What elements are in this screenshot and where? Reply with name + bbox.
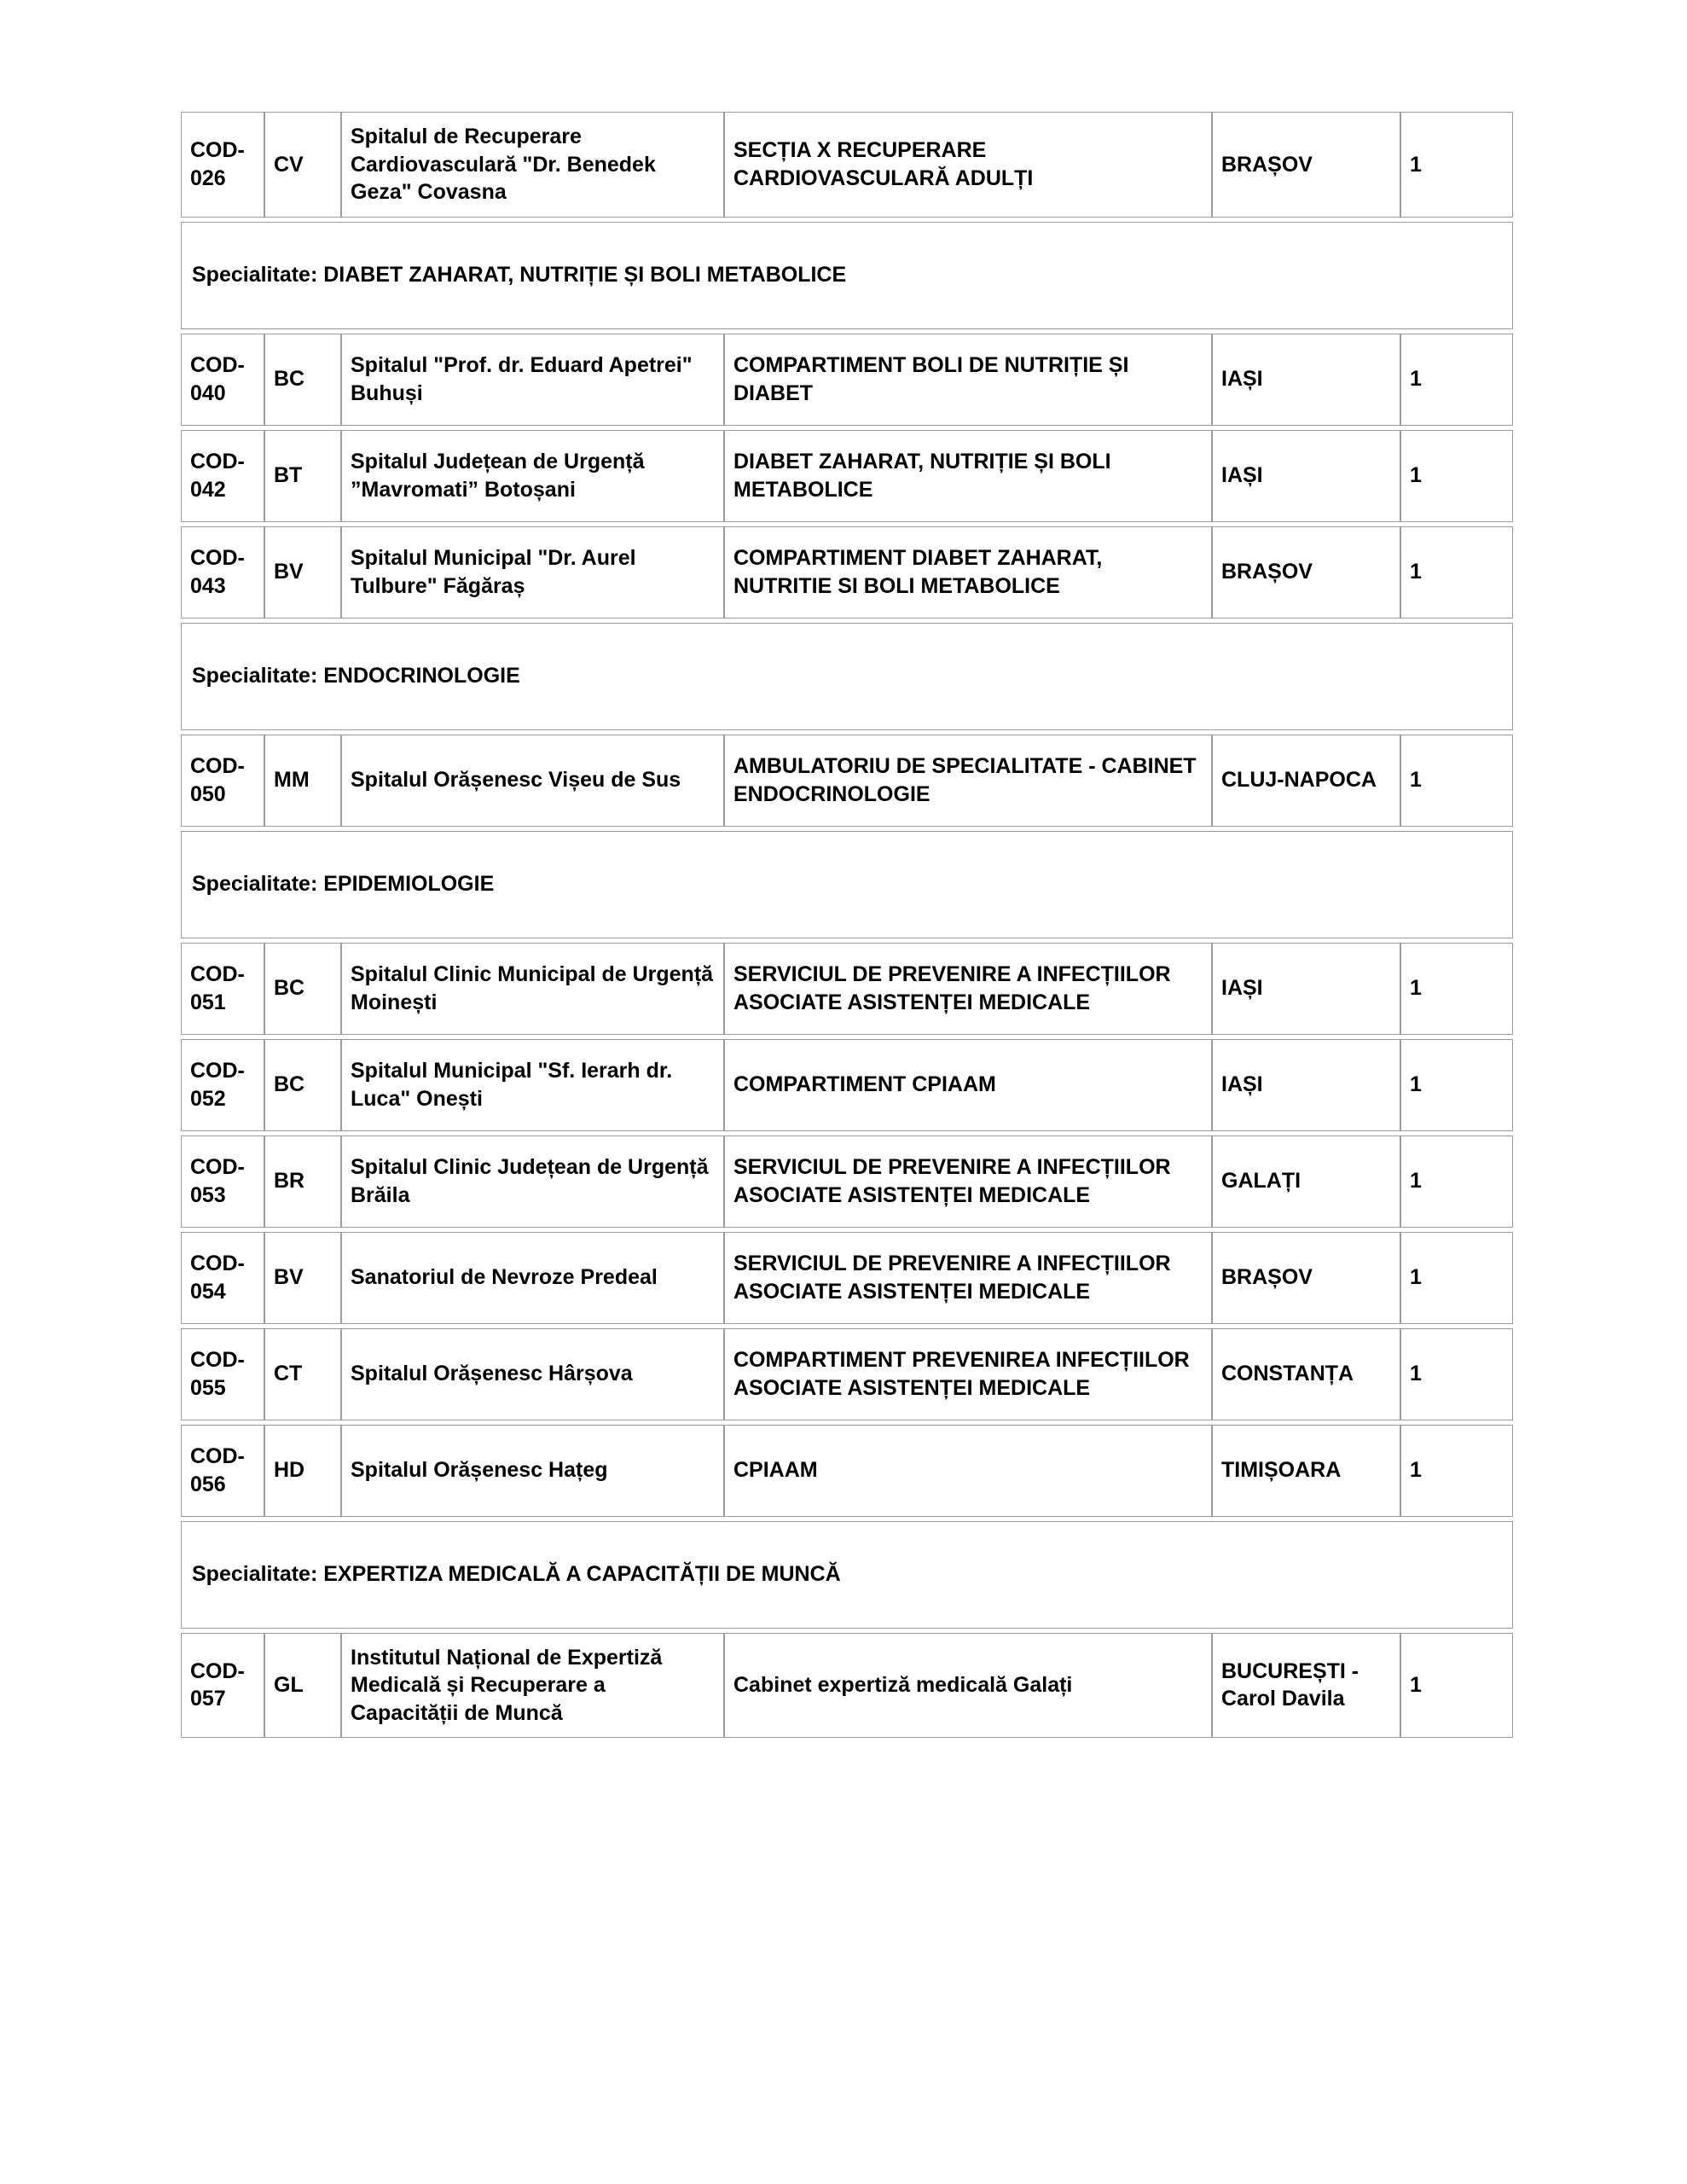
department-cell: Cabinet expertiză medicală Galați — [724, 1633, 1212, 1739]
county-cell: GL — [264, 1633, 341, 1739]
table-row — [181, 735, 1513, 827]
department-cell: SERVICIUL DE PREVENIRE A INFECȚIILOR ASOCIATE ASISTENȚEI MEDICALE — [724, 943, 1212, 1035]
code-cell: COD-052 — [181, 1039, 264, 1131]
county-cell: MM — [264, 735, 341, 827]
code-cell: COD-040 — [181, 334, 264, 426]
specialty-row — [181, 1521, 1513, 1629]
department-cell: COMPARTIMENT PREVENIREA INFECȚIILOR ASOCIATE ASISTENȚEI MEDICALE — [724, 1328, 1212, 1420]
code-cell: COD-043 — [181, 526, 264, 619]
city-cell: IAȘI — [1212, 334, 1400, 426]
hospital-cell: Institutul Național de Expertiză Medicală și Recuperare a Capacității de Muncă — [341, 1633, 724, 1739]
code-cell: COD-057 — [181, 1633, 264, 1739]
department-cell: CPIAAM — [724, 1425, 1212, 1517]
table-row — [181, 1633, 1513, 1739]
city-cell: BRAȘOV — [1212, 526, 1400, 619]
department-cell: SERVICIUL DE PREVENIRE A INFECȚIILOR ASOCIATE ASISTENȚEI MEDICALE — [724, 1232, 1212, 1324]
table-row — [181, 1232, 1513, 1324]
table-row — [181, 334, 1513, 426]
county-cell: BC — [264, 334, 341, 426]
table-row — [181, 943, 1513, 1035]
hospital-cell: Spitalul Orășenesc Vișeu de Sus — [341, 735, 724, 827]
positions-cell: 1 — [1400, 112, 1513, 218]
hospital-cell: Spitalul Orășenesc Hațeg — [341, 1425, 724, 1517]
hospital-cell: Spitalul Județean de Urgență ”Mavromati” Botoșani — [341, 430, 724, 522]
department-cell: COMPARTIMENT BOLI DE NUTRIȚIE ȘI DIABET — [724, 334, 1212, 426]
table-row — [181, 112, 1513, 218]
county-cell: BR — [264, 1136, 341, 1228]
code-cell: COD-055 — [181, 1328, 264, 1420]
city-cell: IAȘI — [1212, 1039, 1400, 1131]
positions-cell: 1 — [1400, 1039, 1513, 1131]
county-cell: BV — [264, 1232, 341, 1324]
positions-cell: 1 — [1400, 1425, 1513, 1517]
department-cell: COMPARTIMENT CPIAAM — [724, 1039, 1212, 1131]
county-cell: CT — [264, 1328, 341, 1420]
city-cell: IAȘI — [1212, 430, 1400, 522]
city-cell: BRAȘOV — [1212, 112, 1400, 218]
code-cell: COD-042 — [181, 430, 264, 522]
positions-cell: 1 — [1400, 334, 1513, 426]
positions-cell: 1 — [1400, 1633, 1513, 1739]
city-cell: CONSTANȚA — [1212, 1328, 1400, 1420]
table-row — [181, 1136, 1513, 1228]
positions-cell: 1 — [1400, 735, 1513, 827]
county-cell: BC — [264, 1039, 341, 1131]
hospital-cell: Sanatoriul de Nevroze Predeal — [341, 1232, 724, 1324]
department-cell: SECȚIA X RECUPERARE CARDIOVASCULARĂ ADULȚI — [724, 112, 1212, 218]
table-row — [181, 1039, 1513, 1131]
city-cell: CLUJ-NAPOCA — [1212, 735, 1400, 827]
specialty-label: Specialitate: ENDOCRINOLOGIE — [181, 623, 1513, 730]
code-cell: COD-051 — [181, 943, 264, 1035]
table-row — [181, 430, 1513, 522]
specialty-label: Specialitate: EPIDEMIOLOGIE — [181, 831, 1513, 938]
city-cell: BUCUREȘTI - Carol Davila — [1212, 1633, 1400, 1739]
city-cell: GALAȚI — [1212, 1136, 1400, 1228]
code-cell: COD-056 — [181, 1425, 264, 1517]
table-row — [181, 1425, 1513, 1517]
hospital-cell: Spitalul Municipal "Sf. Ierarh dr. Luca" Onești — [341, 1039, 724, 1131]
code-cell: COD-026 — [181, 112, 264, 218]
code-cell: COD-050 — [181, 735, 264, 827]
city-cell: TIMIȘOARA — [1212, 1425, 1400, 1517]
hospital-cell: Spitalul Clinic Municipal de Urgență Moinești — [341, 943, 724, 1035]
county-cell: BV — [264, 526, 341, 619]
code-cell: COD-053 — [181, 1136, 264, 1228]
specialty-label: Specialitate: EXPERTIZA MEDICALĂ A CAPACITĂȚII DE MUNCĂ — [181, 1521, 1513, 1629]
specialty-row — [181, 222, 1513, 329]
county-cell: HD — [264, 1425, 341, 1517]
hospital-cell: Spitalul Clinic Județean de Urgență Brăila — [341, 1136, 724, 1228]
city-cell: BRAȘOV — [1212, 1232, 1400, 1324]
positions-cell: 1 — [1400, 1232, 1513, 1324]
table-row — [181, 1328, 1513, 1420]
county-cell: BC — [264, 943, 341, 1035]
county-cell: CV — [264, 112, 341, 218]
specialty-label: Specialitate: DIABET ZAHARAT, NUTRIȚIE ȘI BOLI METABOLICE — [181, 222, 1513, 329]
county-cell: BT — [264, 430, 341, 522]
hospital-cell: Spitalul Municipal "Dr. Aurel Tulbure" Făgăraș — [341, 526, 724, 619]
hospital-cell: Spitalul Orășenesc Hârșova — [341, 1328, 724, 1420]
positions-cell: 1 — [1400, 526, 1513, 619]
hospital-cell: Spitalul "Prof. dr. Eduard Apetrei" Buhuși — [341, 334, 724, 426]
city-cell: IAȘI — [1212, 943, 1400, 1035]
positions-cell: 1 — [1400, 1136, 1513, 1228]
positions-cell: 1 — [1400, 943, 1513, 1035]
specialty-row — [181, 623, 1513, 730]
specialty-row — [181, 831, 1513, 938]
department-cell: COMPARTIMENT DIABET ZAHARAT, NUTRITIE SI BOLI METABOLICE — [724, 526, 1212, 619]
positions-cell: 1 — [1400, 430, 1513, 522]
department-cell: SERVICIUL DE PREVENIRE A INFECȚIILOR ASOCIATE ASISTENȚEI MEDICALE — [724, 1136, 1212, 1228]
positions-cell: 1 — [1400, 1328, 1513, 1420]
positions-table — [181, 107, 1513, 1742]
department-cell: DIABET ZAHARAT, NUTRIȚIE ȘI BOLI METABOLICE — [724, 430, 1212, 522]
hospital-cell: Spitalul de Recuperare Cardiovasculară "Dr. Benedek Geza" Covasna — [341, 112, 724, 218]
department-cell: AMBULATORIU DE SPECIALITATE - CABINET ENDOCRINOLOGIE — [724, 735, 1212, 827]
code-cell: COD-054 — [181, 1232, 264, 1324]
table-row — [181, 526, 1513, 619]
